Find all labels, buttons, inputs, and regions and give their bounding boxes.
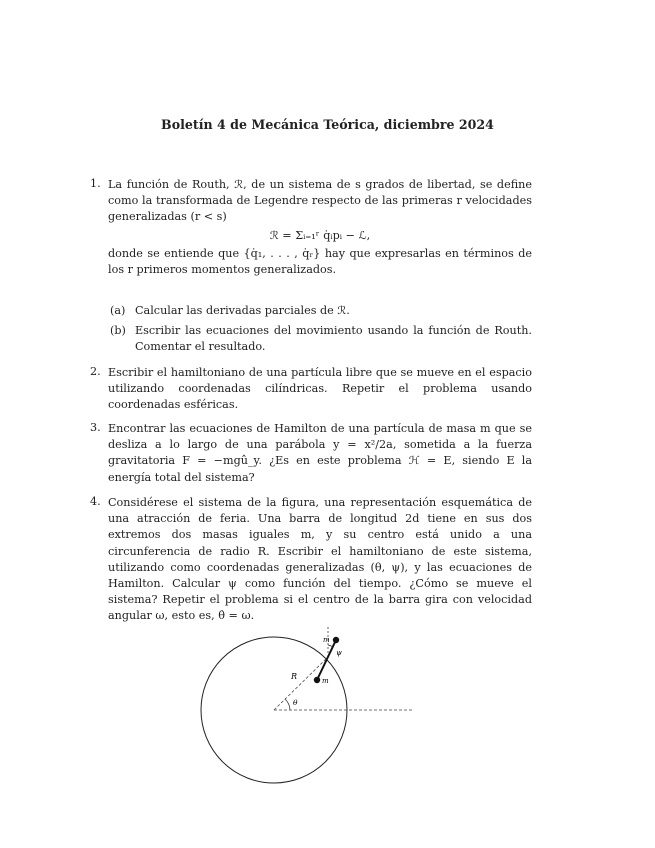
label-psi: ψ	[336, 648, 342, 657]
document-title: Boletín 4 de Mecánica Teórica, diciembre 2024	[161, 117, 494, 132]
problem-1b-text: Escribir las ecuaciones del movimiento usando la función de Routh. Comentar el resultado.	[135, 324, 532, 354]
problem-4-number: 4.	[90, 495, 101, 508]
problem-2-number: 2.	[90, 365, 101, 378]
mass-bottom	[314, 677, 320, 683]
problem-1b	[110, 323, 532, 355]
problem-1-number: 1.	[90, 177, 101, 190]
routh-equation: ℛ = Σᵢ₌₁ʳ q̇ᵢpᵢ − ℒ,	[269, 228, 371, 242]
rigid-bar	[317, 640, 336, 680]
problem-1a-label: (a)	[110, 304, 126, 317]
problem-1-intro: La función de Routh, ℛ, de un sistema de s grados de libertad, se define como la transformada de Legendre respecto de las primeras r velocidades generalizadas (r < s)	[108, 178, 532, 224]
label-m-top: m	[323, 636, 330, 644]
radius-line	[274, 657, 328, 710]
theta-arc	[285, 699, 290, 710]
ferris-figure	[190, 622, 430, 792]
problem-1	[108, 177, 532, 278]
problem-1-after: donde se entiende que {q̇₁, . . . , q̇ᵣ} hay que expresarlas en términos de los r primeros momentos generalizados.	[108, 246, 532, 277]
problem-4-text: Considérese el sistema de la figura, una representación esquemática de una atracción de feria. Una barra de longitud 2d tiene en sus dos extremos dos masas iguales m, y su centro está unido a una circunferencia de radio R. Escribir el hamiltoniano de este sistema, utilizando como coordenadas generalizadas (θ, ψ), y las ecuaciones de Hamilton. Calcular ψ como función del tiempo. ¿Cómo se mueve el sistema? Repetir el problema si el centro de la barra gira con velocidad angular ω, esto es, θ̇ = ω.	[108, 496, 532, 623]
problem-3-text: Encontrar las ecuaciones de Hamilton de una partícula de masa m que se desliza a lo largo de una parábola y = x²/2a, sometida a la fuerza gravitatoria F = −mgû_y. ¿Es en este problema ℋ = E, siendo E la energía total del sistema?	[108, 422, 532, 484]
problem-1b-label: (b)	[110, 324, 126, 337]
problem-1a	[110, 303, 532, 319]
mass-top	[333, 637, 339, 643]
label-R: R	[291, 672, 298, 681]
label-m-bottom: m	[322, 677, 329, 685]
problem-3-number: 3.	[90, 421, 101, 434]
problem-2-text: Escribir el hamiltoniano de una partícula libre que se mueve en el espacio utilizando coordenadas cilíndricas. Repetir el problema usando coordenadas esféricas.	[108, 366, 532, 412]
label-theta: θ	[293, 698, 298, 707]
problem-1a-text: Calcular las derivadas parciales de ℛ.	[135, 304, 350, 317]
